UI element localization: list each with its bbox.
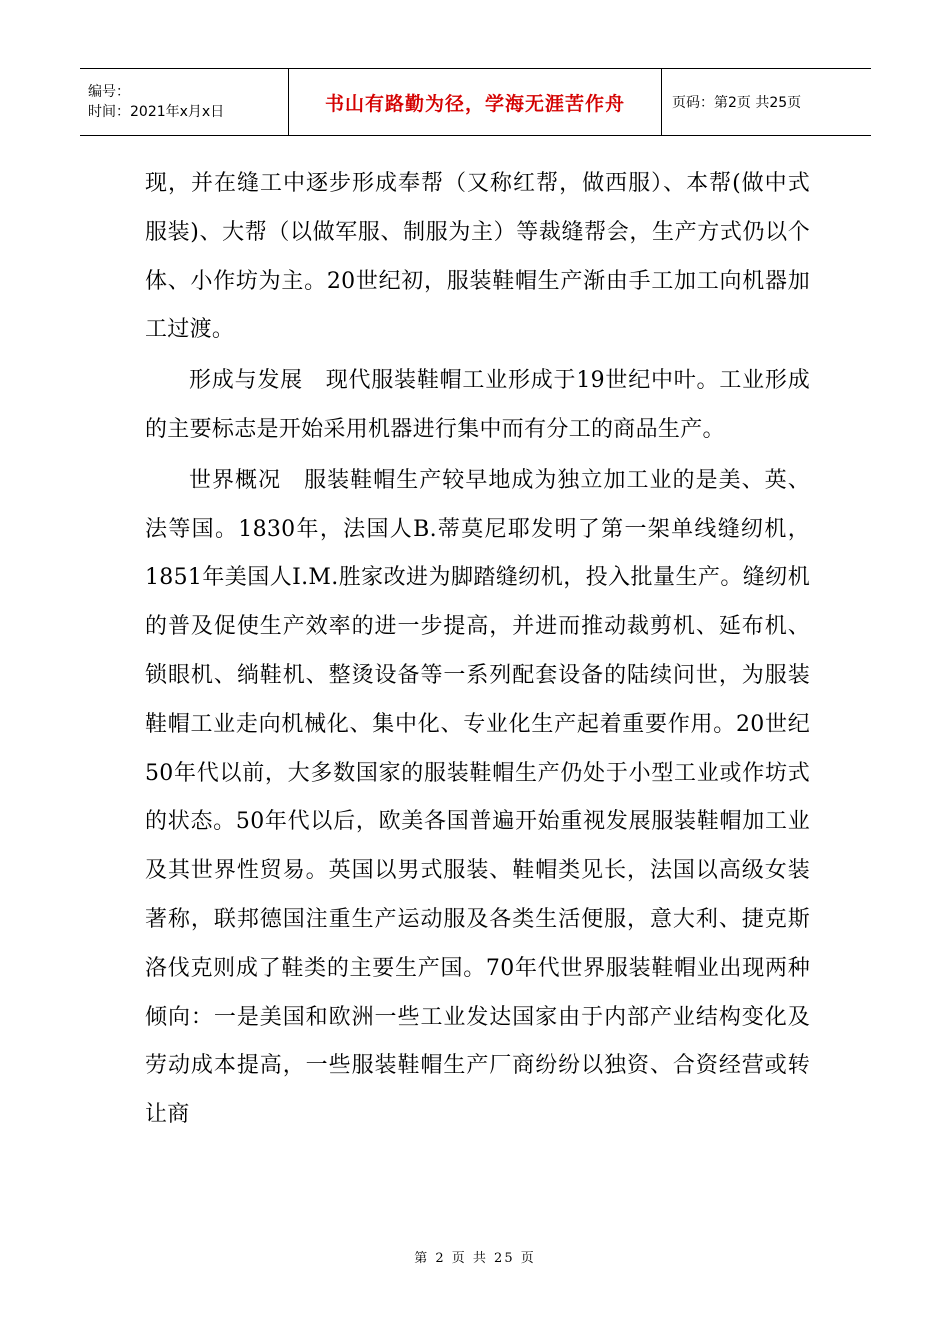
body-paragraph-world-overview: 世界概况 服装鞋帽生产较早地成为独立加工业的是美、英、法等国。1830年，法国人B.蒂莫尼耶发明了第一架单线缝纫机，1851年美国人I.M.胜家改进为脚踏缝纫机，投入批量生产。缝纫机的普及促使生产效率的进一步提高，并进而推动裁剪机、延布机、锁眼机、绱鞋机、整烫设备等一系列配套设备的陆续问世，为服装鞋帽工业走向机械化、集中化、专业化生产起着重要作用。20世纪50年代以前，大多数国家的服装鞋帽生产仍处于小型工业或作坊式的状态。50年代以后，欧美各国普遍开始重视发展服装鞋帽加工业及其世界性贸易。英国以男式服装、鞋帽类见长，法国以高级女装著称，联邦德国注重生产运动服及各类生活便服，意大利、捷克斯洛伐克则成了鞋类的主要生产国。70年代世界服装鞋帽业出现两种倾向：一是美国和欧洲一些工业发达国家由于内部产业结构变化及劳动成本提高，一些服装鞋帽生产厂商纷纷以独资、合资经营或转让商 — [145, 467, 810, 1128]
body-paragraph-continuation: 现，并在缝工中逐步形成奉帮（又称红帮，做西服）、本帮(做中式服装)、大帮（以做军服、制服为主）等裁缝帮会，生产方式仍以个体、小作坊为主。20世纪初，服装鞋帽生产渐由手工加工向机器加工过渡。 — [145, 171, 810, 343]
document-body — [145, 160, 810, 1140]
body-paragraph-formation: 形成与发展 现代服装鞋帽工业形成于19世纪中叶。工业形成的主要标志是开始采用机器进行集中而有分工的商品生产。 — [145, 368, 810, 442]
page-footer: 第 2 页 共 25 页 — [414, 1251, 536, 1266]
header-motto-cell — [289, 69, 662, 136]
header-motto: 书山有路勤为径，学海无涯苦作舟 — [324, 92, 625, 115]
header-meta — [80, 69, 289, 136]
header-page-info: 页码：第2页 共25页 — [662, 69, 872, 136]
document-time-label: 时间：2021年x月x日 — [88, 104, 225, 120]
document-number-label: 编号： — [88, 84, 130, 100]
page-header — [80, 68, 871, 136]
